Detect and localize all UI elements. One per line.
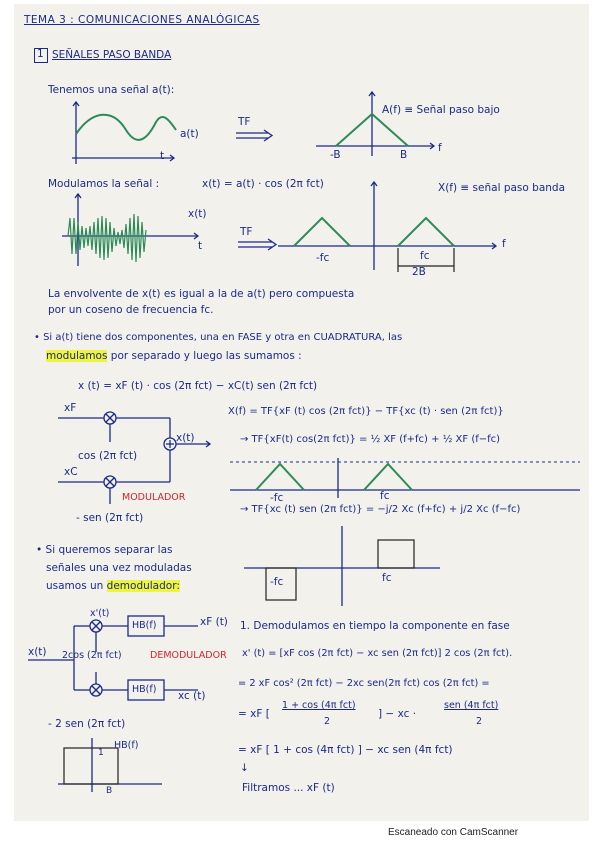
- cos-carrier-label: cos (2π fct): [78, 450, 138, 462]
- minus-fc-label: -fc: [316, 252, 330, 264]
- demod-eq-2: = 2 xF cos² (2π fct) − 2xc sen(2π fct) cos (2π fct) =: [238, 678, 490, 689]
- A-f-label: A(f) ≡ Señal paso bajo: [382, 104, 500, 116]
- B-plot-label: B: [106, 786, 113, 796]
- bandpass-spectrum-plot: [276, 180, 506, 276]
- xC-output-label: xc (t): [178, 690, 206, 702]
- page-title: TEMA 3 : COMUNICACIONES ANALÓGICAS: [24, 14, 260, 26]
- section-title: SEÑALES PASO BANDA: [52, 49, 172, 61]
- bullet-components-1: • Si a(t) tiene dos componentes, una en FASE y otra en CUADRATURA, las: [34, 332, 403, 343]
- minus-fc-label-2: -fc: [270, 492, 284, 504]
- demod-eq-1: x' (t) = [xF cos (2π fct) − xc sen (2π fct)] 2 cos (2π fct).: [242, 648, 513, 659]
- xF-output-label: xF (t): [200, 616, 228, 628]
- t-axis-label-2: t: [198, 240, 203, 252]
- section-number: 1: [37, 48, 44, 60]
- hb-plot-label: HB(f): [114, 740, 139, 751]
- neg-two-sen-label: - 2 sen (2π fct): [48, 718, 126, 730]
- tf-arrow-2: [238, 238, 278, 252]
- envelope-line-1: La envolvente de x(t) es igual a la de a(t) pero compuesta: [48, 288, 355, 300]
- in-phase-spectrum-plot: [230, 454, 590, 502]
- demod-step-title: 1. Demodulamos en tiempo la componente en fase: [240, 620, 510, 632]
- one-label: 1: [98, 748, 104, 758]
- xF-input-label: xF: [64, 402, 77, 414]
- envelope-line-2: por un coseno de frecuencia fc.: [48, 304, 214, 316]
- neg-sen-carrier-label: - sen (2π fct): [76, 512, 144, 524]
- intro-text: Tenemos una señal a(t):: [48, 84, 175, 96]
- filter-step: Filtramos ... xF (t): [242, 782, 335, 794]
- demod-eq-3-den2: 2: [476, 716, 483, 727]
- a-t-label: a(t): [180, 128, 199, 140]
- fc-label-2: fc: [380, 490, 390, 502]
- xC-input-label: xC: [64, 466, 78, 478]
- fc-box-label: fc: [382, 572, 392, 584]
- bullet-components-2-rest: por separado y luego las sumamos :: [107, 350, 302, 362]
- hb-filter-bottom: HB(f): [132, 684, 157, 695]
- hb-filter-top: HB(f): [132, 620, 157, 631]
- demodulador-highlight: demodulador:: [106, 580, 180, 592]
- demod-arrow: ↓: [240, 762, 249, 774]
- demod-bullet-3-pre: usamos un: [46, 580, 107, 592]
- modulator-output-label: x(t): [176, 432, 195, 444]
- f-axis-label-2: f: [502, 238, 506, 250]
- demod-eq-3-num1: 1 + cos (4π fct): [282, 700, 356, 711]
- demodulator-label: DEMODULADOR: [150, 650, 227, 661]
- demod-input-label: x(t): [28, 646, 47, 658]
- demod-eq-3-num2: sen (4π fct): [444, 700, 499, 711]
- minus-B-label: -B: [330, 149, 341, 161]
- tf-quadrature-eq: → TF{xc (t) sen (2π fct)} = −j/2 Xc (f+fc) + j/2 Xc (f−fc): [240, 504, 521, 515]
- X-f-label: X(f) ≡ señal paso banda: [438, 182, 566, 194]
- tf-label-2: TF: [240, 226, 253, 238]
- two-cos-label: 2cos (2π fct): [62, 650, 122, 661]
- 2B-label: 2B: [412, 266, 426, 278]
- modulated-signal-plot: [58, 192, 208, 268]
- scanner-watermark: Escaneado con CamScanner: [388, 827, 519, 838]
- demod-eq-3a: = xF [: [238, 708, 270, 720]
- demod-bullet-2: señales una vez moduladas: [46, 562, 192, 574]
- tf-label-1: TF: [238, 116, 251, 128]
- bullet-components-2: [46, 350, 302, 362]
- t-axis-label: t: [160, 150, 165, 162]
- quadrature-spectrum-plot: [244, 524, 444, 608]
- notebook-page: [14, 4, 589, 821]
- demod-bullet-1: • Si queremos separar las: [36, 544, 173, 556]
- B-label: B: [400, 149, 408, 161]
- main-modulation-eq: x (t) = xF (t) · cos (2π fct) − xC(t) sen (2π fct): [78, 380, 318, 392]
- fc-label: fc: [420, 250, 430, 262]
- x-t-label: x(t): [188, 208, 207, 220]
- demod-bullet-3: [46, 580, 180, 592]
- modulate-intro: Modulamos la señal :: [48, 178, 160, 190]
- demod-eq-3b: ] − xc ·: [378, 708, 417, 720]
- X-f-sum-eq: X(f) = TF{xF (t) cos (2π fct)} − TF{xc (t) · sen (2π fct)}: [228, 406, 504, 417]
- modulator-label: MODULADOR: [122, 492, 186, 503]
- minus-fc-box-label: -fc: [270, 576, 284, 588]
- modulated-signal-eq: x(t) = a(t) · cos (2π fct): [202, 178, 324, 190]
- modulamos-highlight: modulamos: [46, 350, 108, 362]
- demod-eq-4: = xF [ 1 + cos (4π fct) ] − xc sen (4π fct): [238, 744, 453, 756]
- demod-eq-3-den1: 2: [324, 716, 331, 727]
- tf-arrow-1: [236, 129, 276, 143]
- tf-in-phase-eq: → TF{xF(t) cos(2π fct)} = ½ XF (f+fc) + ½ XF (f−fc): [240, 434, 501, 445]
- f-axis-label-1: f: [438, 142, 442, 154]
- x-prime-label: x'(t): [90, 608, 110, 619]
